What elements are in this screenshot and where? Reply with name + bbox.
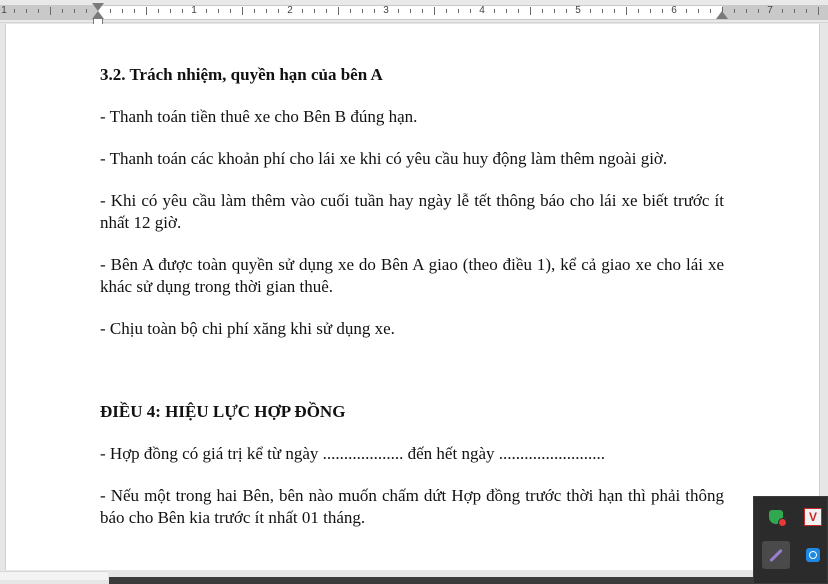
ruler-number: 7 xyxy=(767,5,773,16)
ruler-tick xyxy=(374,9,375,13)
tray-v-app-button[interactable] xyxy=(799,503,827,531)
right-indent-marker[interactable] xyxy=(716,11,728,19)
ruler-tick xyxy=(242,7,243,15)
ruler-number: 6 xyxy=(671,5,677,16)
ruler-tick xyxy=(134,9,135,13)
ruler-tick xyxy=(218,9,219,13)
ruler-tick xyxy=(698,9,699,13)
tray-pen-button[interactable] xyxy=(762,541,790,569)
ruler-tick xyxy=(554,9,555,13)
ruler-tick xyxy=(782,9,783,13)
ruler-tick xyxy=(26,9,27,13)
ruler-tick xyxy=(470,9,471,13)
ruler-tick xyxy=(734,9,735,13)
ruler-tick xyxy=(602,9,603,13)
paragraph: - Nếu một trong hai Bên, bên nào muốn chấm dứt Hợp đồng trước thời hạn thì phải thông báo cho Bên kia trước ít nhất 01 tháng. xyxy=(100,486,724,527)
ruler-tick xyxy=(638,9,639,13)
ruler-tick xyxy=(746,9,747,13)
ruler-tick xyxy=(302,9,303,13)
ruler-tick xyxy=(566,9,567,13)
ruler-right-margin xyxy=(722,5,828,20)
ruler-tick xyxy=(326,9,327,13)
section-heading: 3.2. Trách nhiệm, quyền hạn của bên A xyxy=(100,65,383,84)
paragraph: - Thanh toán các khoản phí cho lái xe khi có yêu cầu huy động làm thêm ngoài giờ. xyxy=(100,149,668,168)
ruler-number: 5 xyxy=(575,5,581,16)
ruler-tick xyxy=(794,9,795,13)
paragraph: - Khi có yêu cầu làm thêm vào cuối tuần hay ngày lễ tết thông báo cho lái xe biết trước ít nhất 12 giờ. xyxy=(100,191,724,232)
v-app-icon: V xyxy=(804,508,822,526)
ruler-tick xyxy=(398,9,399,13)
ruler-tick xyxy=(434,7,435,15)
document-body[interactable] xyxy=(100,64,724,529)
ruler-tick xyxy=(518,9,519,13)
ruler-tick xyxy=(362,9,363,13)
ruler-tick xyxy=(458,9,459,13)
ruler-tick xyxy=(254,9,255,13)
ruler-tick xyxy=(446,9,447,13)
ruler-tick xyxy=(314,9,315,13)
first-line-indent-marker[interactable] xyxy=(92,3,104,11)
security-shield-icon xyxy=(769,510,783,524)
ruler-tick xyxy=(626,7,627,15)
pen-icon xyxy=(769,548,782,561)
ruler-tick xyxy=(62,9,63,13)
paragraph: - Thanh toán tiền thuê xe cho Bên B đúng hạn. xyxy=(100,107,418,126)
tray-overflow-popup xyxy=(753,496,828,584)
document-page[interactable] xyxy=(5,24,820,570)
ruler-tick xyxy=(422,9,423,13)
ruler-tick xyxy=(338,7,339,15)
ruler-tick xyxy=(614,9,615,13)
ruler-tick xyxy=(86,9,87,13)
ruler-tick xyxy=(110,9,111,13)
paragraph: - Hợp đồng có giá trị kể từ ngày ................... đến hết ngày ......................... xyxy=(100,444,605,463)
ruler-number: 1 xyxy=(1,5,7,16)
ruler-tick xyxy=(350,9,351,13)
ruler-tick xyxy=(662,9,663,13)
ruler-tick xyxy=(758,9,759,13)
ruler-tick xyxy=(710,9,711,13)
ruler-tick xyxy=(686,9,687,13)
horizontal-scrollbar[interactable] xyxy=(0,571,108,580)
ruler-tick xyxy=(158,9,159,13)
taskbar-edge xyxy=(109,577,828,584)
ruler-tick xyxy=(74,9,75,13)
ruler-tick xyxy=(170,9,171,13)
ruler-number: 3 xyxy=(383,5,389,16)
ruler-tick xyxy=(182,9,183,13)
ruler-tick xyxy=(278,9,279,13)
ruler-tick xyxy=(806,9,807,13)
ruler-tick xyxy=(230,9,231,13)
ruler-number: 2 xyxy=(287,5,293,16)
ruler-tick xyxy=(494,9,495,13)
ruler-tick xyxy=(650,9,651,13)
ruler-number: 4 xyxy=(479,5,485,16)
ruler-tick xyxy=(206,9,207,13)
ruler-tick xyxy=(506,9,507,13)
ruler-tick xyxy=(530,7,531,15)
ruler-tick xyxy=(122,9,123,13)
ruler-tick xyxy=(146,7,147,15)
ruler-tick xyxy=(818,7,819,15)
paragraph: - Chịu toàn bộ chi phí xăng khi sử dụng xe. xyxy=(100,319,395,338)
ruler-tick xyxy=(266,9,267,13)
article-heading: ĐIỀU 4: HIỆU LỰC HỢP ĐỒNG xyxy=(100,402,346,421)
tray-security-button[interactable] xyxy=(762,503,790,531)
ruler-tick xyxy=(50,7,51,15)
ruler-tick xyxy=(410,9,411,13)
horizontal-ruler[interactable] xyxy=(0,0,828,23)
blue-app-icon xyxy=(806,548,820,562)
ruler-tick xyxy=(38,9,39,13)
ruler-number: 1 xyxy=(191,5,197,16)
tray-blue-app-button[interactable] xyxy=(799,541,827,569)
paragraph: - Bên A được toàn quyền sử dụng xe do Bên A giao (theo điều 1), kể cả giao xe cho lái xe khác sử dụng trong thời gian thuê. xyxy=(100,255,724,296)
ruler-tick xyxy=(542,9,543,13)
ruler-tick xyxy=(590,9,591,13)
ruler-tick xyxy=(14,9,15,13)
